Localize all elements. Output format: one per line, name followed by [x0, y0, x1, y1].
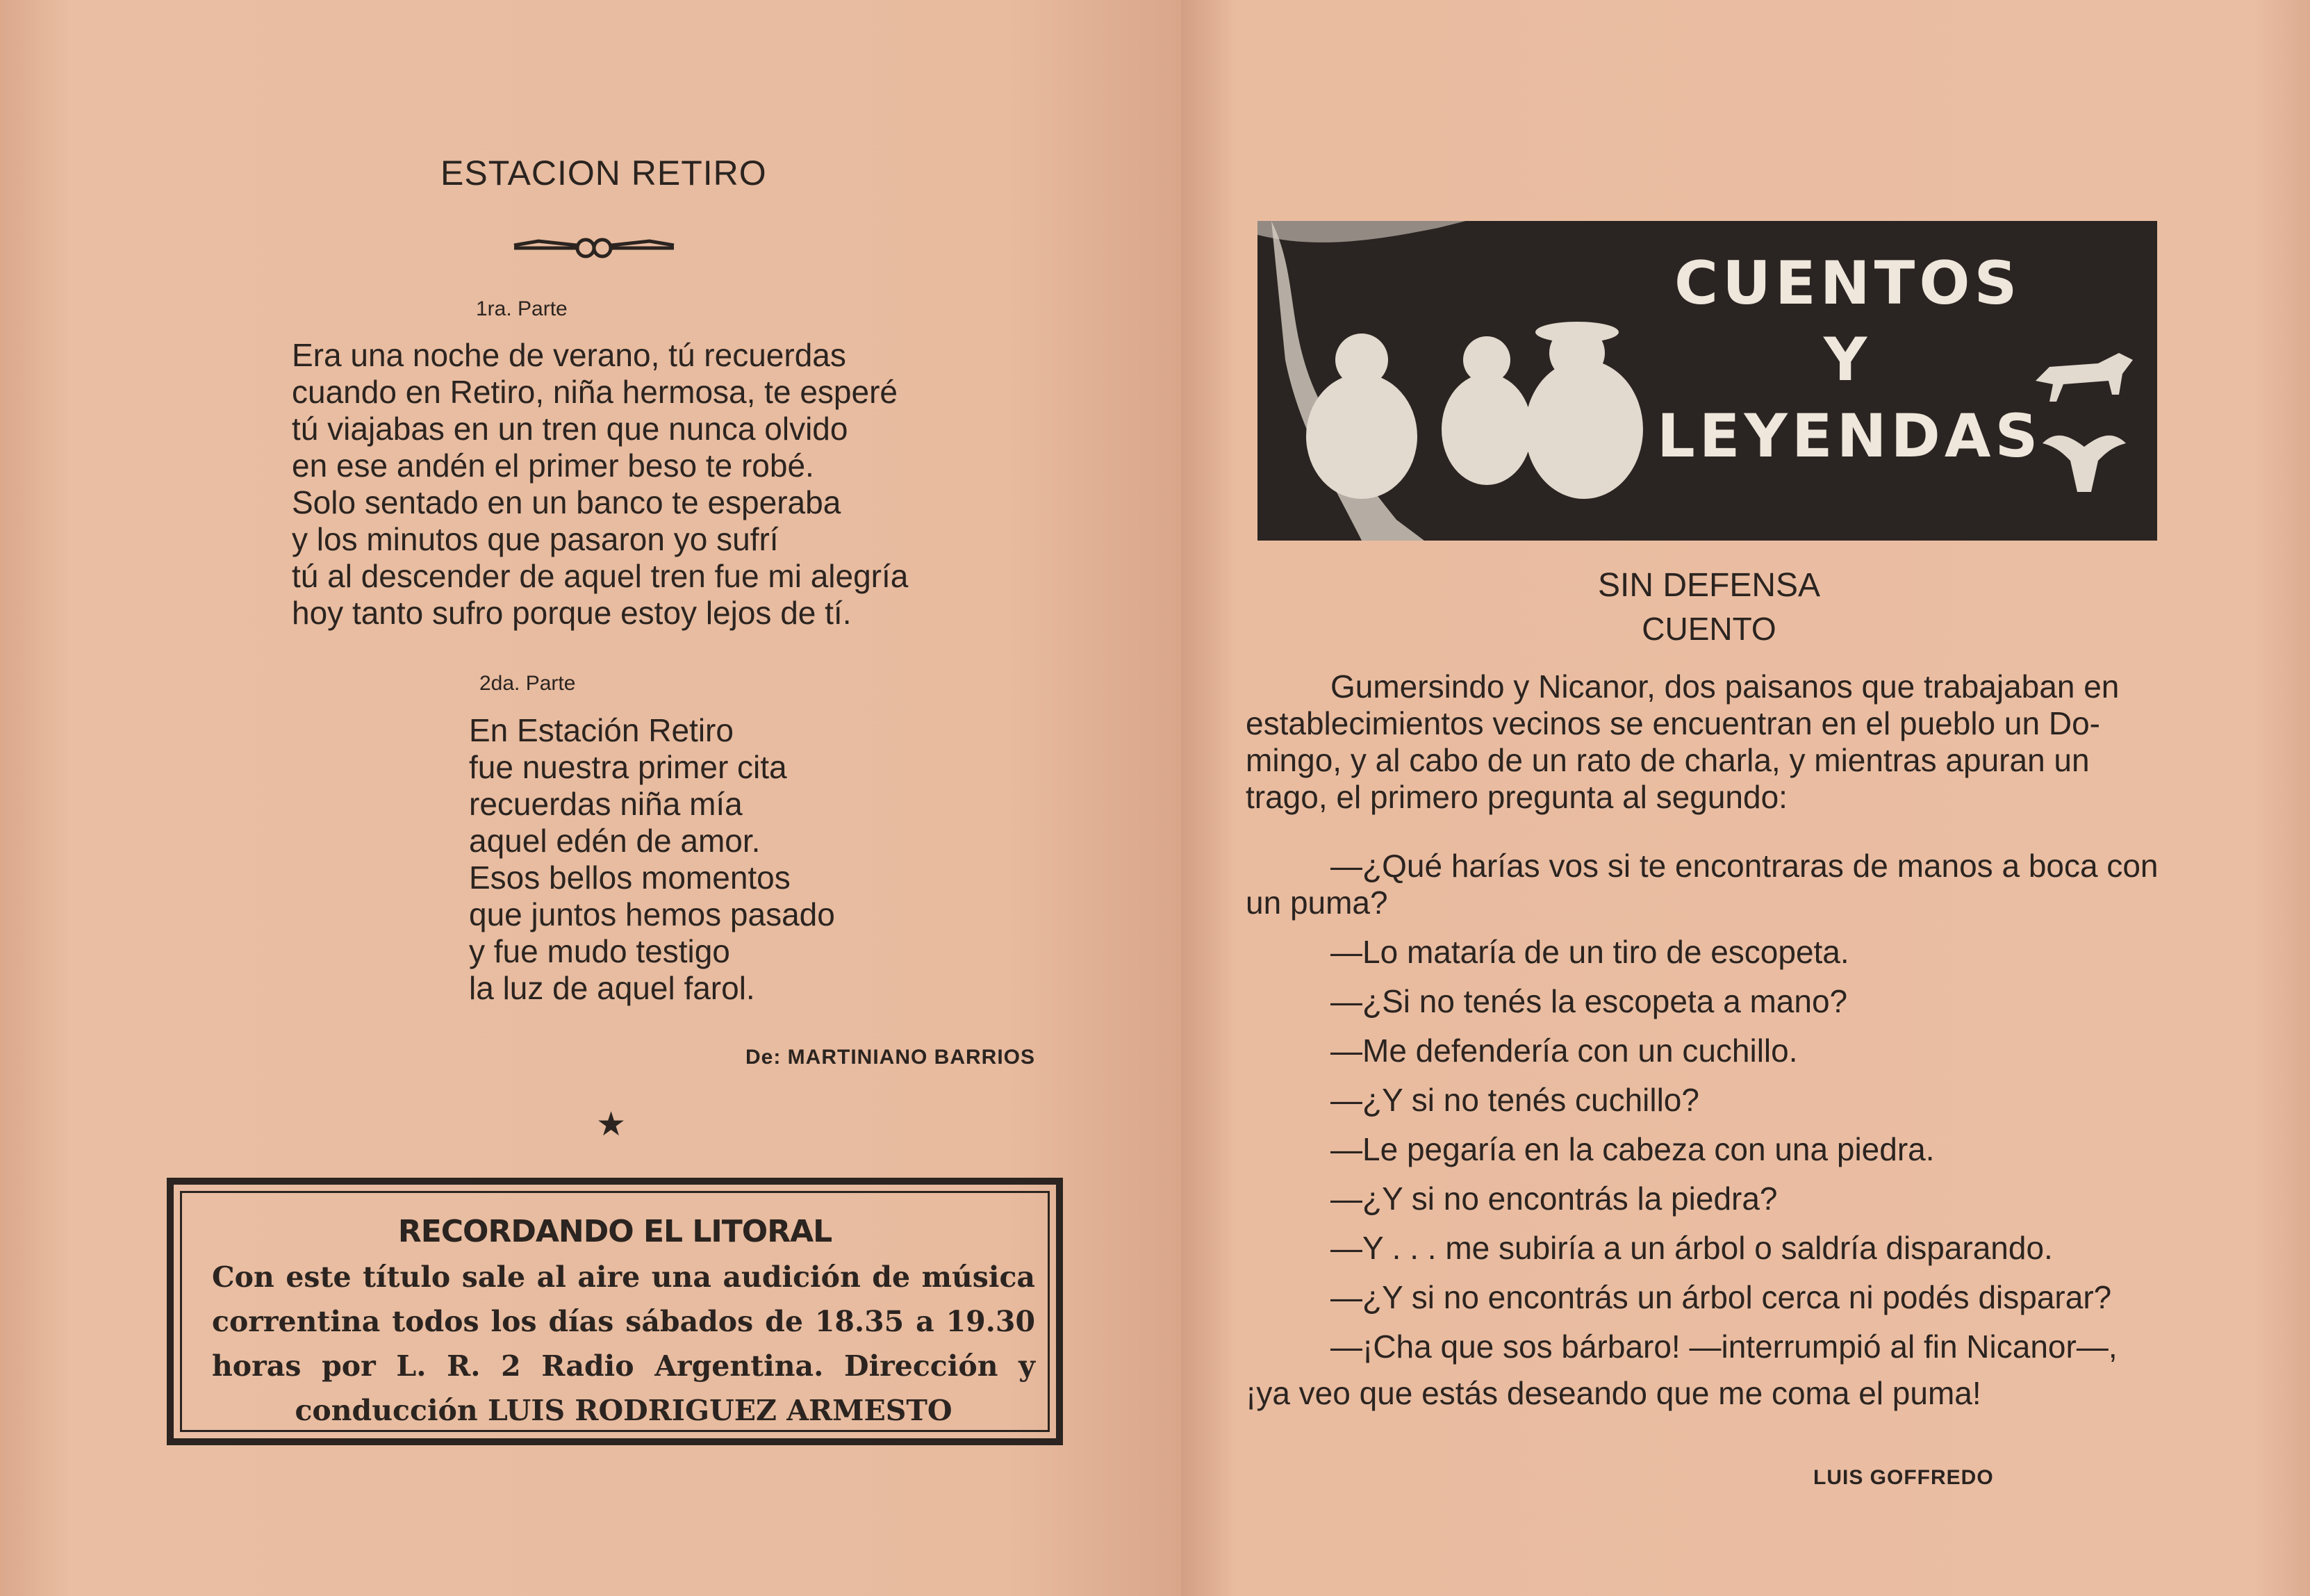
star-icon: ★: [596, 1106, 627, 1143]
verse-line: cuando en Retiro, niña hermosa, te esperé: [292, 374, 898, 410]
ad-line: horas por L. R. 2 Radio Argentina. Dirección y: [212, 1349, 1035, 1383]
story-author: LUIS GOFFREDO: [1813, 1466, 1994, 1489]
story-subtitle: CUENTO: [1642, 611, 1776, 647]
ad-line: conducción LUIS RODRIGUEZ ARMESTO: [295, 1394, 952, 1427]
dialogue-line: —Le pegaría en la cabeza con una piedra.: [1330, 1131, 1935, 1167]
dialogue-line: —¿Y si no encontrás la piedra?: [1330, 1180, 1778, 1217]
ad-line: Con este título sale al aire una audición de música: [212, 1260, 1035, 1294]
verse-line: tú viajabas en un tren que nunca olvido: [292, 411, 848, 447]
banner-line-2: Y: [1824, 325, 1872, 395]
ornament-icon: [511, 233, 677, 264]
dialogue-line: —Y . . . me subiría a un árbol o saldría disparando.: [1330, 1230, 2053, 1266]
verse-line: en ese andén el primer beso te robé.: [292, 447, 814, 484]
ad-heading: RECORDANDO EL LITORAL: [397, 1214, 832, 1249]
part1-label: 1ra. Parte: [476, 297, 568, 320]
dialogue-line: —¿Y si no encontrás un árbol cerca ni podés disparar?: [1330, 1279, 2112, 1315]
prose-line: Gumersindo y Nicanor, dos paisanos que trabajaban en: [1330, 668, 2120, 705]
cuentos-banner: [1257, 221, 2157, 541]
gauchos-illustration-icon: [1257, 221, 1647, 541]
verse-line: la luz de aquel farol.: [469, 970, 755, 1006]
verse-line: recuerdas niña mía: [469, 786, 743, 822]
dialogue-line: —¿Qué harías vos si te encontraras de manos a boca con: [1330, 848, 2159, 884]
poem-byline: De: MARTINIANO BARRIOS: [745, 1046, 1035, 1069]
banner-line-3: LEYENDAS: [1657, 402, 2043, 471]
banner-line-1: CUENTOS: [1674, 249, 2022, 318]
ad-line: correntina todos los días sábados de 18.35 a 19.30: [212, 1305, 1035, 1338]
story-intro: [1246, 668, 2173, 816]
dialogue-line: —¿Si no tenés la escopeta a mano?: [1330, 983, 1848, 1019]
verse-line: y los minutos que pasaron yo sufrí: [292, 521, 779, 557]
prose-line: establecimientos vecinos se encuentran en el pueblo un Do-: [1246, 705, 2100, 741]
story-dialogue: [1246, 848, 2159, 1412]
prose-line: mingo, y al cabo de un rato de charla, y mientras apuran un: [1246, 742, 2090, 778]
verse-line: tú al descender de aquel tren fue mi alegría: [292, 558, 909, 594]
verse-line: fue nuestra primer cita: [469, 749, 787, 785]
verse-line: hoy tanto sufro porque estoy lejos de tí.: [292, 595, 852, 631]
story-title: SIN DEFENSA: [1597, 567, 1821, 604]
horse-and-skull-icon: [2022, 325, 2147, 506]
verse-line: En Estación Retiro: [469, 712, 734, 748]
dialogue-line: un puma?: [1246, 885, 1388, 921]
verse-line: Solo sentado en un banco te esperaba: [292, 484, 841, 520]
dialogue-line: —¡Cha que sos bárbaro! —interrumpió al fin Nicanor—,: [1330, 1328, 2118, 1365]
dialogue-line: —Lo mataría de un tiro de escopeta.: [1330, 934, 1849, 970]
verse-line: Esos bellos momentos: [469, 859, 791, 896]
radio-ad-box: [167, 1178, 1063, 1445]
verse-line: y fue mudo testigo: [469, 933, 730, 969]
ad-body: [174, 1249, 1056, 1433]
verse-line: Era una noche de verano, tú recuerdas: [292, 337, 846, 373]
dialogue-line: —Me defendería con un cuchillo.: [1330, 1033, 1798, 1069]
part2-label: 2da. Parte: [479, 672, 576, 695]
dialogue-line: —¿Y si no tenés cuchillo?: [1330, 1082, 1699, 1118]
verse-line: que juntos hemos pasado: [469, 896, 835, 932]
verse-line: aquel edén de amor.: [469, 823, 761, 859]
poem-title: ESTACION RETIRO: [440, 154, 767, 192]
prose-line: trago, el primero pregunta al segundo:: [1246, 779, 1788, 815]
stanza-2: [469, 712, 835, 1007]
dialogue-line: ¡ya veo que estás deseando que me coma el puma!: [1246, 1375, 1981, 1411]
